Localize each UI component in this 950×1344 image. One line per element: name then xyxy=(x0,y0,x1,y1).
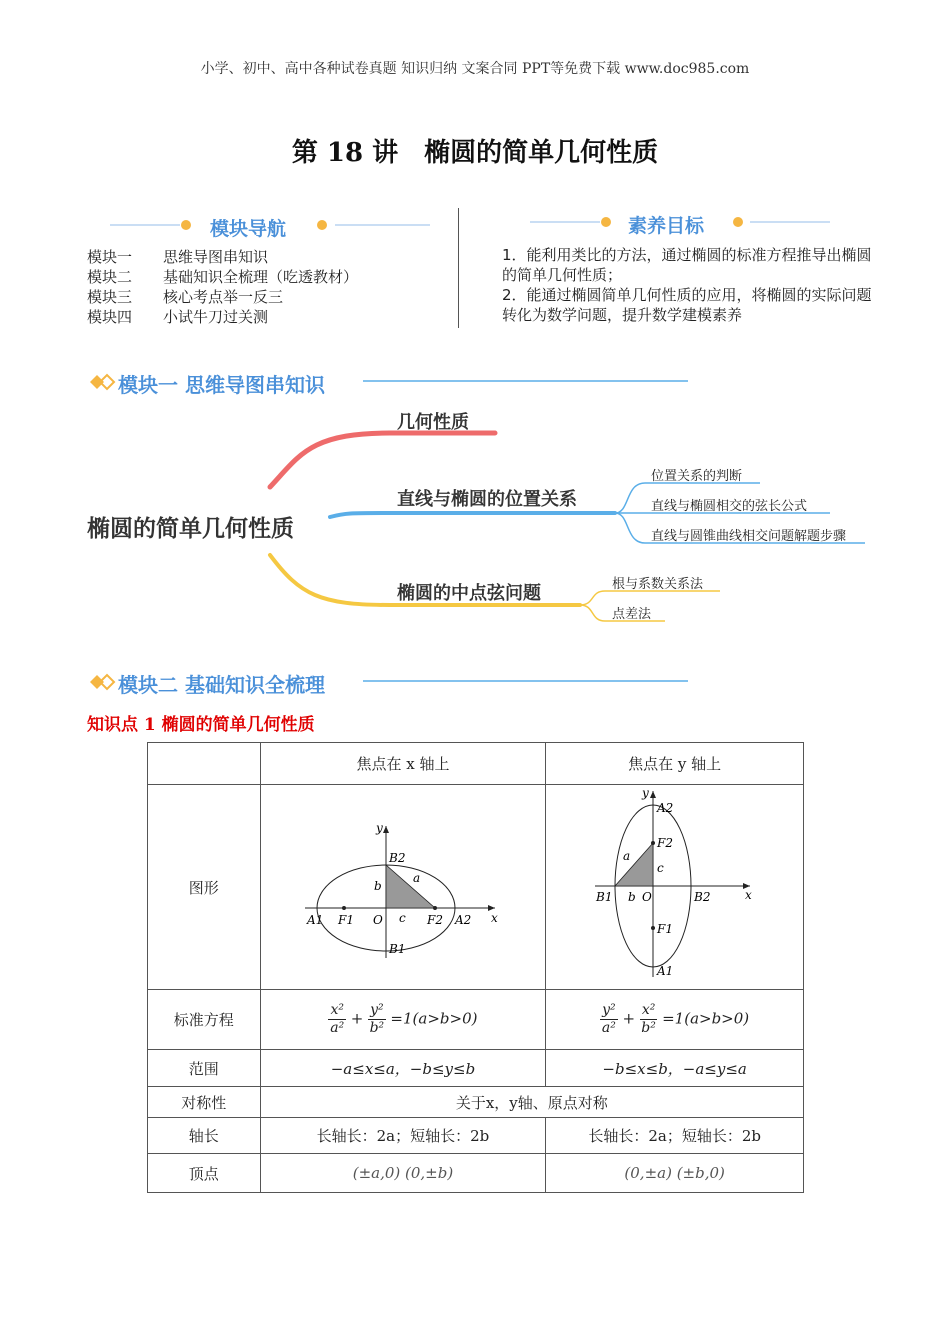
module-item[interactable]: 模块一 思维导图串知识 xyxy=(87,248,269,266)
mindmap-leaf: 根与系数关系法 xyxy=(612,577,704,592)
col-header-x: 焦点在 x 轴上 xyxy=(260,743,546,785)
col-header-y: 焦点在 y 轴上 xyxy=(546,743,804,785)
segment-label: c xyxy=(398,911,406,925)
mindmap-branch: 直线与椭圆的位置关系 xyxy=(397,489,577,510)
focus-label: F2 xyxy=(426,913,443,927)
segment-label: a xyxy=(412,871,421,885)
equation-fraction: $\frac{\text{y²}}{\text{a²}}$ xyxy=(601,1002,616,1036)
vertex-label: A1 xyxy=(656,964,673,978)
row-label-graph: 图形 xyxy=(148,785,261,990)
axis-x-cell: 长轴长：2a；短轴长：2b xyxy=(260,1118,546,1154)
equation-fraction: $\frac{\text{x²}}{\text{a²}}$ xyxy=(330,1002,345,1036)
row-label-axis: 轴长 xyxy=(148,1118,261,1154)
mindmap-leaf: 点差法 xyxy=(612,607,652,622)
y-axis-label: y xyxy=(641,786,649,800)
mindmap-leaf: 位置关系的判断 xyxy=(651,469,743,484)
origin-label: O xyxy=(641,890,652,904)
range-x-cell: −a≤x≤a，−b≤y≤b xyxy=(260,1050,546,1087)
range-y-cell: −b≤x≤b，−a≤y≤a xyxy=(546,1050,804,1087)
focus-label: F1 xyxy=(337,913,354,927)
goal-item: 2．能通过椭圆简单几何性质的应用，将椭圆的实际问题转化为数学问题，提升数学建模素养 xyxy=(502,286,872,324)
segment-label: c xyxy=(656,861,664,875)
vertex-label: B1 xyxy=(388,942,406,956)
goals-heading: 素养目标 xyxy=(628,215,705,237)
nav-divider xyxy=(458,208,459,328)
knowledge-point-title: 知识点 1 椭圆的简单几何性质 xyxy=(87,715,315,735)
row-label-range: 范围 xyxy=(148,1050,261,1087)
goal-item: 1．能利用类比的方法，通过椭圆的标准方程推导出椭圆的简单几何性质； xyxy=(502,246,872,284)
focus-label: F2 xyxy=(656,836,673,850)
mindmap-root: 椭圆的简单几何性质 xyxy=(87,516,294,542)
equation-y-cell: $\frac{\text{y²}}{\text{a²}}$ + $\frac{\text{x²}}{\text{b²}}$ =1(a>b>0) xyxy=(546,990,804,1050)
goals-list xyxy=(502,245,874,325)
y-axis-label: y xyxy=(375,821,383,835)
equation-fraction: $\frac{\text{y²}}{\text{b²}}$ xyxy=(369,1002,385,1036)
row-label-vertex: 顶点 xyxy=(148,1154,261,1193)
vertex-label: B2 xyxy=(693,890,711,904)
segment-label: b xyxy=(627,890,636,904)
vertex-label: A1 xyxy=(306,913,324,927)
graph-y-cell xyxy=(546,785,804,990)
module-item[interactable]: 模块二 基础知识全梳理（吃透教材） xyxy=(87,268,359,286)
page-title: 第 18 讲 椭圆的简单几何性质 xyxy=(291,138,659,168)
vertex-label: A2 xyxy=(454,913,472,927)
vertex-x-cell: (±a,0) (0,±b) xyxy=(260,1154,546,1193)
page-header: 小学、初中、高中各种试卷真题 知识归纳 文案合同 PPT等免费下载 www.doc985.com xyxy=(200,61,750,77)
row-label-symmetry: 对称性 xyxy=(148,1087,261,1118)
equation-fraction: $\frac{\text{x²}}{\text{b²}}$ xyxy=(641,1002,656,1036)
vertex-label: A2 xyxy=(656,801,673,815)
ellipse-y-figure xyxy=(590,785,760,985)
nav-heading: 模块导航 xyxy=(210,218,287,240)
mindmap-leaf: 直线与椭圆相交的弦长公式 xyxy=(651,499,808,514)
module-item[interactable]: 模块三 核心考点举一反三 xyxy=(87,288,284,306)
mindmap-branch: 椭圆的中点弦问题 xyxy=(397,583,541,604)
x-axis-label: x xyxy=(490,911,498,925)
table-cell-empty xyxy=(148,743,261,785)
focus-label: F1 xyxy=(656,922,673,936)
vertex-label: B1 xyxy=(595,890,613,904)
vertex-label: B2 xyxy=(388,851,406,865)
ellipse-x-figure xyxy=(303,810,503,960)
mindmap-branch: 几何性质 xyxy=(397,412,469,433)
module-list xyxy=(87,247,358,327)
properties-table xyxy=(147,742,804,1193)
graph-x-cell xyxy=(260,785,546,990)
origin-label: O xyxy=(372,913,383,927)
equation-x-cell: $\frac{\text{x²}}{\text{a²}}$ + $\frac{\text{y²}}{\text{b²}}$ =1(a>b>0) xyxy=(260,990,546,1050)
segment-label: b xyxy=(373,879,382,893)
axis-y-cell: 长轴长：2a；短轴长：2b xyxy=(546,1118,804,1154)
x-axis-label: x xyxy=(744,888,752,902)
section2-heading: 模块二 基础知识全梳理 xyxy=(118,673,325,697)
section1-heading: 模块一 思维导图串知识 xyxy=(118,373,325,397)
mindmap-leaf: 直线与圆锥曲线相交问题解题步骤 xyxy=(651,529,847,544)
symmetry-cell: 关于x，y轴、原点对称 xyxy=(260,1087,803,1118)
segment-label: a xyxy=(622,849,630,863)
vertex-y-cell: (0,±a) (±b,0) xyxy=(546,1154,804,1193)
module-item[interactable]: 模块四 小试牛刀过关测 xyxy=(87,308,269,326)
row-label-equation: 标准方程 xyxy=(148,990,261,1050)
